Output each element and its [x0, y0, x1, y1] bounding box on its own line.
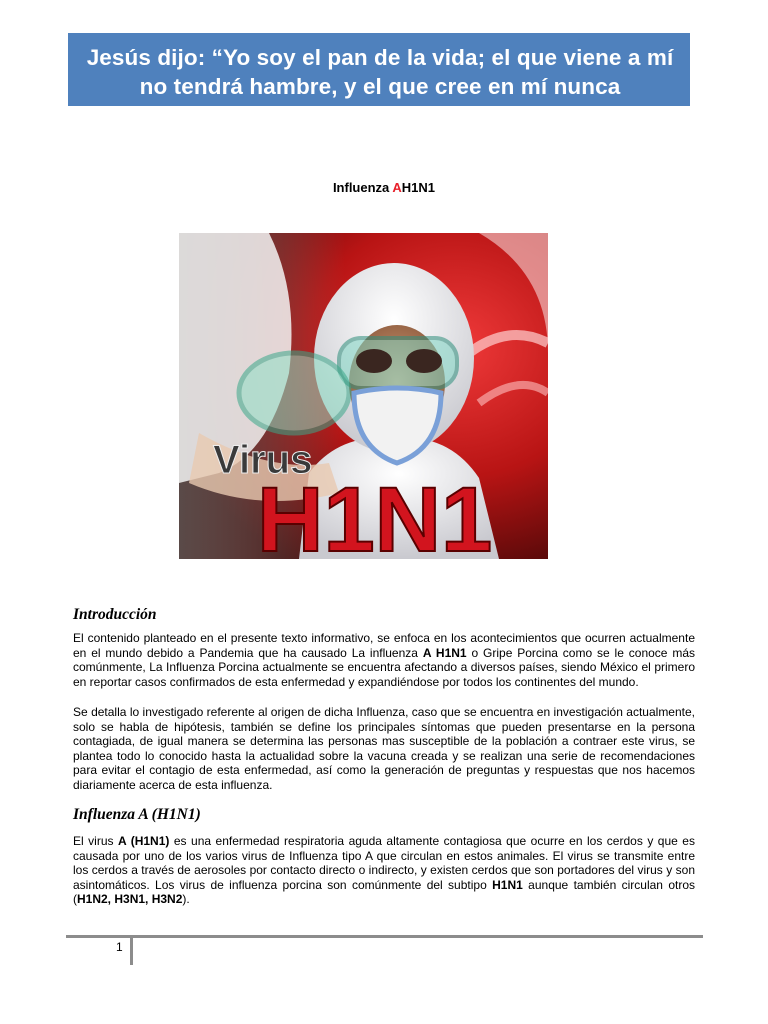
- title-letter-a: A: [392, 180, 402, 195]
- quote-banner-text: Jesús dijo: “Yo soy el pan de la vida; el que viene a mí no tendrá hambre, y el que cree en mí nunca: [86, 45, 674, 99]
- section-heading-influenza: Influenza A (H1N1): [73, 806, 201, 823]
- intro-paragraph-2: Se detalla lo investigado referente al origen de dicha Influenza, caso que se encuentra en investigación actualmente, solo se habla de hipótesis, también se define los principales síntomas que pueden presentarse en la persona contagiada, de igual manera se determina las personas mas susceptible de la población a contraer este virus, se plantea todo lo conocido hasta la actualidad sobre la vacuna creada y se realizan una serie de recomendaciones para evitar el contagio de esta enfermedad, así como la generación de preguntas y respuestas que nos hacemos diariamente acerca de esta influenza.: [73, 705, 695, 792]
- hero-image: [179, 233, 548, 559]
- influenza-bold-a: A (H1N1): [117, 834, 170, 848]
- document-title: [0, 180, 768, 195]
- influenza-bold-subtype: H1N1: [492, 877, 523, 892]
- footer-tick: [130, 937, 133, 965]
- quote-banner: [68, 33, 690, 106]
- influenza-text: El virus: [73, 834, 118, 848]
- virus-label: Virus: [213, 438, 313, 482]
- intro-bold-term: A H1N1: [422, 645, 467, 660]
- footer-rule: [66, 935, 703, 938]
- virus-illustration: [179, 233, 548, 559]
- h1n1-label: H1N1: [257, 469, 493, 559]
- influenza-text-end: ).: [182, 892, 190, 907]
- intro-text-cont: o Gripe Porcina como se le conoce más comúnmente, La Influenza Porcina actualmente se encuentra afectando a diversos países, siendo México el primero en reportar casos confirmados de esta enfermedad y expandiéndose por todos los continentes del mundo.: [73, 645, 696, 689]
- influenza-paragraph: [73, 834, 695, 907]
- title-suffix: H1N1: [401, 180, 436, 195]
- influenza-bold-others: H1N2, H3N1, H3N2: [77, 892, 183, 907]
- section-heading-introduccion: Introducción: [73, 606, 157, 623]
- title-prefix: Influenza: [332, 180, 393, 195]
- influenza-text-cont2: aunque también circulan otros (: [73, 877, 695, 907]
- page-number: 1: [116, 940, 123, 954]
- intro-text: El contenido planteado en el presente texto informativo, se enfoca en los acontecimientos que ocurren actualmente en el mundo debido a Pandemia que ha causado La influenza: [73, 631, 695, 660]
- influenza-text-cont: es una enfermedad respiratoria aguda altamente contagiosa que ocurre en los cerdos y que es causada por uno de los varios virus de Influenza tipo A que circulan en estos animales. El virus se transmite entre los cerdos a través de aerosoles por contacto directo o indirecto, y existen cerdos que son portadores del virus y son asintomáticos. Los virus de influenza porcina son comúnmente del subtipo: [73, 834, 695, 892]
- intro-paragraph-1: [73, 631, 695, 689]
